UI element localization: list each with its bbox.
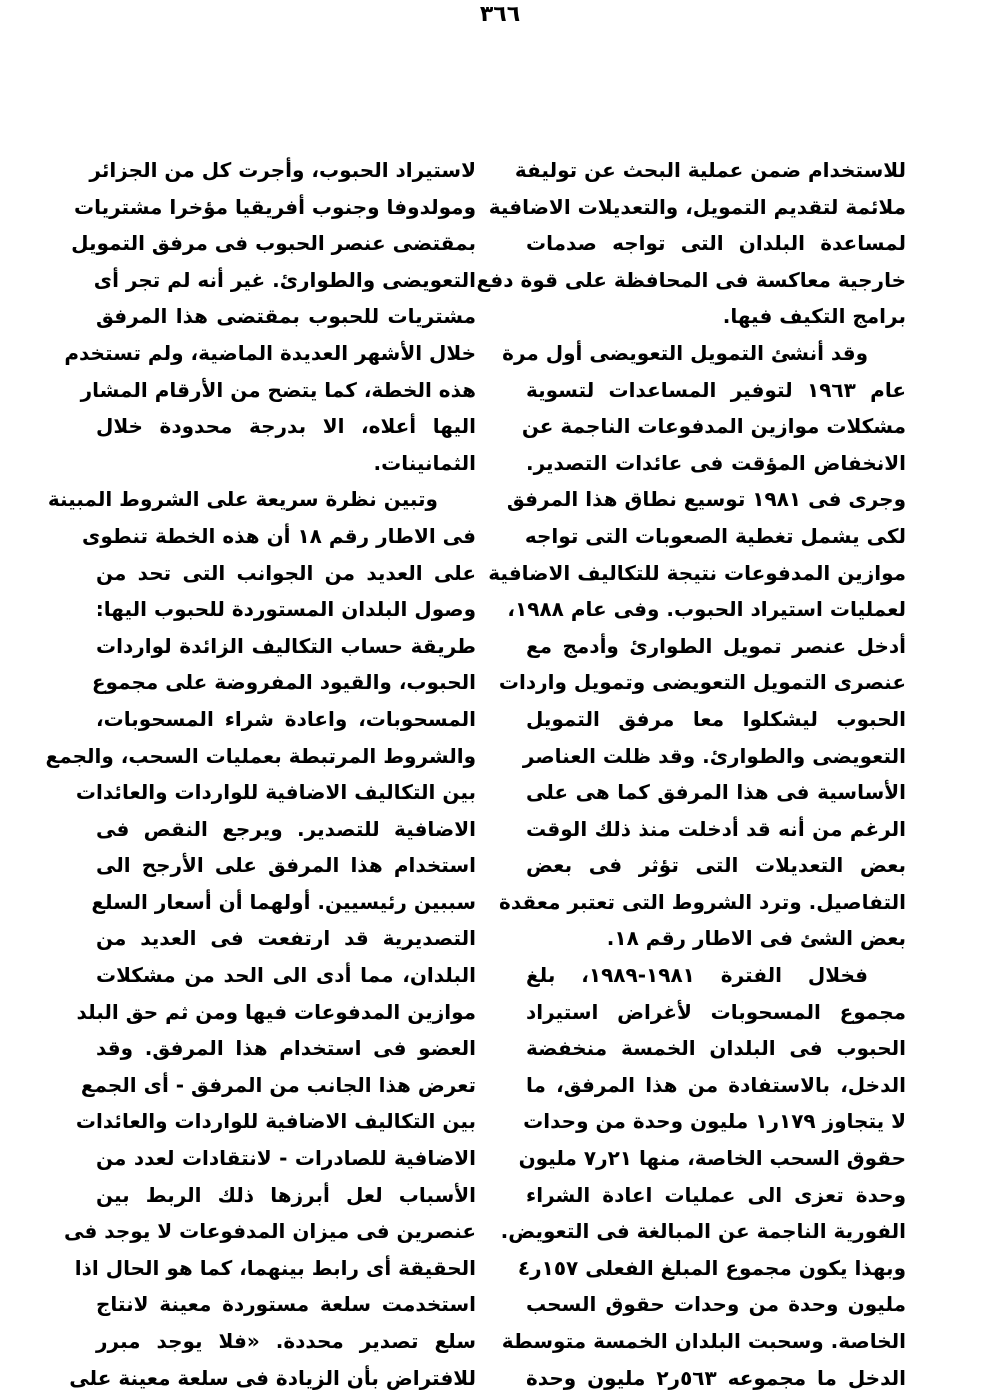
text-line: تعرض هذا الجانب من المرفق - أى الجمع [80, 1072, 476, 1097]
text-line: وتبين نظرة سريعة على الشروط المبينة [47, 487, 438, 512]
text-line: أدخل عنصر تمويل الطوارئ وأدمج مع [526, 633, 906, 658]
text-line: مجموع المسحوبات لأغراض استيراد [526, 999, 906, 1024]
text-line: ملائمة لتقديم التمويل، والتعديلات الاضافية [488, 194, 906, 219]
text-line: العضو فى استخدام هذا المرفق. وقد [96, 1036, 476, 1061]
text-line: مشكلات موازين المدفوعات الناجمة عن [521, 414, 906, 439]
text-line: الأساسية فى هذا المرفق كما هى على [526, 780, 906, 805]
text-line: طريقة حساب التكاليف الزائدة لواردات [96, 633, 476, 658]
text-line: بعض التعديلات التى تؤثر فى بعض [526, 853, 906, 878]
text-line: خلال الأشهر العديدة الماضية، ولم تستخدم [64, 340, 476, 365]
text-line: فخلال الفترة ١٩٨١-١٩٨٩، بلغ [526, 963, 868, 988]
text-line: لمساعدة البلدان التى تواجه صدمات [526, 231, 906, 256]
text-line: الثمانينات. [373, 450, 476, 475]
text-line: استخدام هذا المرفق على الأرجح الى [96, 853, 476, 878]
text-line: الأسباب لعل أبرزها ذلك الربط بين [96, 1182, 476, 1207]
text-line: الرغم من أنه قد أدخلت منذ ذلك الوقت [526, 816, 906, 841]
text-line: وجرى فى ١٩٨١ توسيع نطاق هذا المرفق [506, 487, 906, 512]
text-line: عام ١٩٦٣ لتوفير المساعدات لتسوية [526, 377, 906, 402]
text-line: لاستيراد الحبوب، وأجرت كل من الجزائر [89, 158, 476, 182]
text-line: وبهذا يكون مجموع المبلغ الفعلى ١٥٧ر٤ [517, 1255, 906, 1280]
text-line: وحدة تعزى الى عمليات اعادة الشراء [526, 1182, 906, 1207]
text-line: فى الاطار رقم ١٨ أن هذه الخطة تنطوى [82, 523, 476, 548]
text-line: الاضافية للصادرات - لانتقادات لعدد من [96, 1146, 476, 1171]
text-line: الفورية الناجمة عن المبالغة فى التعويض. [500, 1219, 906, 1244]
text-line: بين التكاليف الاضافية للواردات والعائدات [75, 1109, 476, 1134]
text-line: الحبوب ليشكلوا معا مرفق التمويل [526, 706, 906, 731]
text-line: ومولدوفا وجنوب أفريقيا مؤخرا مشتريات [73, 194, 476, 219]
text-line: التصديرية قد ارتفعت فى العديد من [96, 926, 476, 951]
text-line: المسحوبات، واعادة شراء المسحوبات، [96, 706, 476, 731]
text-line: لا يتجاوز ١٧٩ر١ مليون وحدة من وحدات [523, 1109, 906, 1134]
text-line: الانخفاض المؤقت فى عائدات التصدير. [526, 450, 906, 475]
text-line: الخاصة. وسحبت البلدان الخمسة متوسطة [501, 1329, 906, 1353]
text-line: الدخل ما مجموعه ٥٦٣ر٢ مليون وحدة [526, 1365, 906, 1390]
text-line: لعمليات استيراد الحبوب. وفى عام ١٩٨٨، [507, 597, 906, 622]
text-line: بمقتضى عنصر الحبوب فى مرفق التمويل [71, 231, 476, 256]
text-line: الحبوب، والقيود المفروضة على مجموع [91, 670, 476, 695]
text-line: بين التكاليف الاضافية للواردات والعائدات [75, 780, 476, 805]
text-line: مشتريات للحبوب بمقتضى هذا المرفق [96, 304, 476, 329]
text-line: اليها أعلاه، الا بدرجة محدودة خلال [96, 414, 476, 439]
text-line: برامج التكيف فيها. [722, 304, 906, 329]
text-line: حقوق السحب الخاصة، منها ٢١ر٧ مليون [518, 1146, 906, 1171]
text-line: للافتراض بأن الزيادة فى سلعة معينة على [69, 1365, 476, 1390]
text-line: البلدان، مما أدى الى الحد من مشكلات [96, 963, 476, 988]
text-line: والشروط المرتبطة بعمليات السحب، والجمع [45, 743, 476, 768]
text-line: هذه الخطة، كما يتضح من الأرقام المشار [80, 377, 476, 402]
text-line: وصول البلدان المستوردة للحبوب اليها: [95, 597, 476, 622]
text-line: على العديد من الجوانب التى تحد من [96, 560, 476, 585]
text-line: الحقيقة أى رابط بينهما، كما هو الحال اذا [74, 1255, 476, 1280]
text-line: عنصرين فى ميزان المدفوعات لا يوجد فى [64, 1219, 476, 1244]
text-line: موازين المدفوعات فيها ومن ثم حق البلد [76, 999, 476, 1024]
text-line: التعويضى والطوارئ. غير أنه لم تجر أى [93, 267, 476, 292]
text-line: موازين المدفوعات نتيجة للتكاليف الاضافية [488, 560, 906, 585]
text-line: التفاصيل. وترد الشروط التى تعتبر معقدة [499, 889, 906, 914]
text-line: بعض الشئ فى الاطار رقم ١٨. [606, 926, 906, 951]
page-number: ٣٦٦ [479, 2, 521, 27]
text-line: عنصرى التمويل التعويضى وتمويل واردات [498, 670, 906, 695]
text-line: الدخل، بالاستفادة من هذا المرفق، ما [526, 1072, 906, 1097]
text-line: مليون وحدة من وحدات حقوق السحب [526, 1292, 906, 1317]
text-line: التعويضى والطوارئ. وقد ظلت العناصر [522, 743, 906, 768]
text-line: الاضافية للتصدير. ويرجع النقص فى [96, 816, 476, 841]
text-line: للاستخدام ضمن عملية البحث عن توليفة [514, 158, 906, 182]
text-line: خارجية معاكسة فى المحافظة على قوة دفع [476, 267, 906, 292]
text-line: الحبوب فى البلدان الخمسة منخفضة [526, 1036, 906, 1061]
text-column-left [45, 152, 476, 1396]
text-line: سلع تصدير محددة. «فلا يوجد مبرر [96, 1329, 476, 1353]
text-line: لكى يشمل تغطية الصعوبات التى تواجه [524, 523, 906, 548]
text-line: سببين رئيسيين. أولهما أن أسعار السلع [91, 889, 476, 914]
text-line: وقد أنشئ التمويل التعويضى أول مرة [502, 340, 868, 365]
text-line: استخدمت سلعة مستوردة معينة لانتاج [96, 1292, 476, 1317]
text-column-right [476, 152, 906, 1396]
